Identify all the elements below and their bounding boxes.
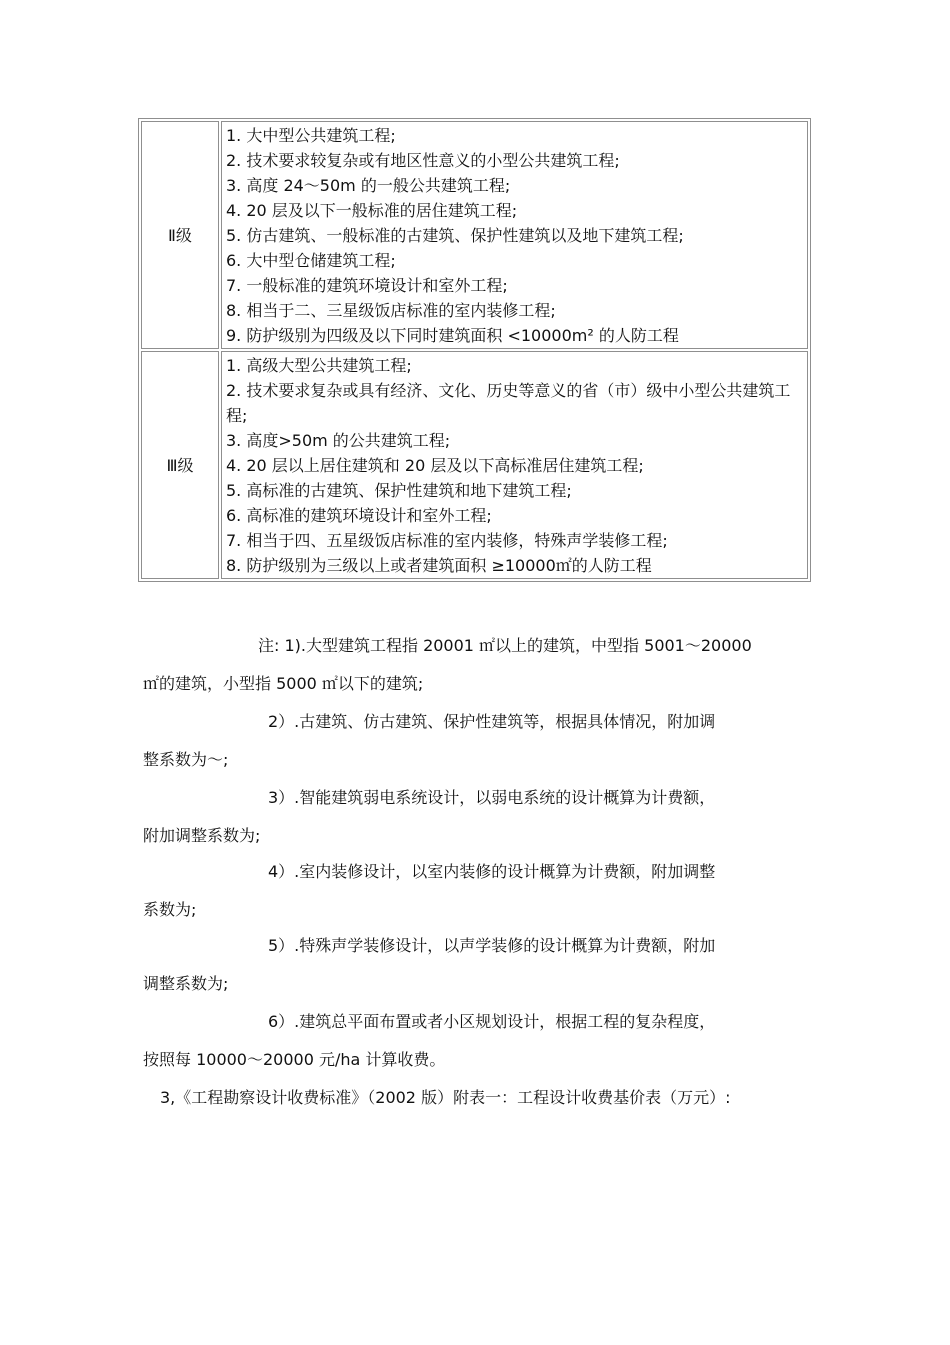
list-item: 9. 防护级别为四级及以下同时建筑面积 <10000m² 的人防工程 bbox=[226, 326, 679, 345]
note-4-line-1: 4）.室内装修设计，以室内装修的设计概算为计费额，附加调整 bbox=[268, 862, 716, 881]
list-item: 3. 高度 24～50m 的一般公共建筑工程; bbox=[226, 176, 511, 195]
list-item: 5. 仿古建筑、一般标准的古建筑、保护性建筑以及地下建筑工程; bbox=[226, 226, 684, 245]
note-4-line-2: 系数为; bbox=[143, 900, 197, 919]
note-1-line-1: 注: 1).大型建筑工程指 20001 ㎡以上的建筑，中型指 5001～20000 bbox=[258, 636, 752, 655]
list-item: 3. 高度>50m 的公共建筑工程; bbox=[226, 431, 451, 450]
note-2-line-1: 2）.古建筑、仿古建筑、保护性建筑等，根据具体情况，附加调 bbox=[268, 712, 716, 731]
list-item: 2. 技术要求复杂或具有经济、文化、历史等意义的省（市）级中小型公共建筑工程; bbox=[226, 381, 791, 425]
grade-label: Ⅲ级 bbox=[141, 351, 219, 579]
list-item: 6. 大中型仓储建筑工程; bbox=[226, 251, 396, 270]
list-item: 6. 高标准的建筑环境设计和室外工程; bbox=[226, 506, 492, 525]
grade-table bbox=[138, 118, 811, 582]
list-item: 7. 一般标准的建筑环境设计和室外工程; bbox=[226, 276, 508, 295]
grade-items bbox=[221, 121, 808, 349]
note-3-line-1: 3）.智能建筑弱电系统设计，以弱电系统的设计概算为计费额， bbox=[268, 788, 716, 807]
grade-items bbox=[221, 351, 808, 579]
note-3-line-2: 附加调整系数为; bbox=[143, 826, 261, 845]
list-item: 2. 技术要求较复杂或有地区性意义的小型公共建筑工程; bbox=[226, 151, 620, 170]
note-5-line-1: 5）.特殊声学装修设计，以声学装修的设计概算为计费额，附加 bbox=[268, 936, 716, 955]
note-5-line-2: 调整系数为; bbox=[143, 974, 229, 993]
list-item: 1. 高级大型公共建筑工程; bbox=[226, 356, 412, 375]
list-item: 5. 高标准的古建筑、保护性建筑和地下建筑工程; bbox=[226, 481, 572, 500]
list-item: 1. 大中型公共建筑工程; bbox=[226, 126, 396, 145]
note-1-line-2: ㎡的建筑，小型指 5000 ㎡以下的建筑; bbox=[143, 674, 424, 693]
list-item: 4. 20 层以上居住建筑和 20 层及以下高标准居住建筑工程; bbox=[226, 456, 644, 475]
list-item: 8. 防护级别为三级以上或者建筑面积 ≥10000㎡的人防工程 bbox=[226, 556, 652, 575]
table-row bbox=[141, 121, 808, 349]
note-6-line-2: 按照每 10000～20000 元/ha 计算收费。 bbox=[143, 1050, 446, 1069]
list-item: 4. 20 层及以下一般标准的居住建筑工程; bbox=[226, 201, 518, 220]
table-row bbox=[141, 351, 808, 579]
note-2-line-2: 整系数为～; bbox=[143, 750, 229, 769]
footer-line: 3,《工程勘察设计收费标准》（2002 版）附表一：工程设计收费基价表（万元）: bbox=[160, 1088, 731, 1107]
list-item: 8. 相当于二、三星级饭店标准的室内装修工程; bbox=[226, 301, 556, 320]
note-6-line-1: 6）.建筑总平面布置或者小区规划设计，根据工程的复杂程度， bbox=[268, 1012, 716, 1031]
list-item: 7. 相当于四、五星级饭店标准的室内装修，特殊声学装修工程; bbox=[226, 531, 668, 550]
grade-label: Ⅱ级 bbox=[141, 121, 219, 349]
